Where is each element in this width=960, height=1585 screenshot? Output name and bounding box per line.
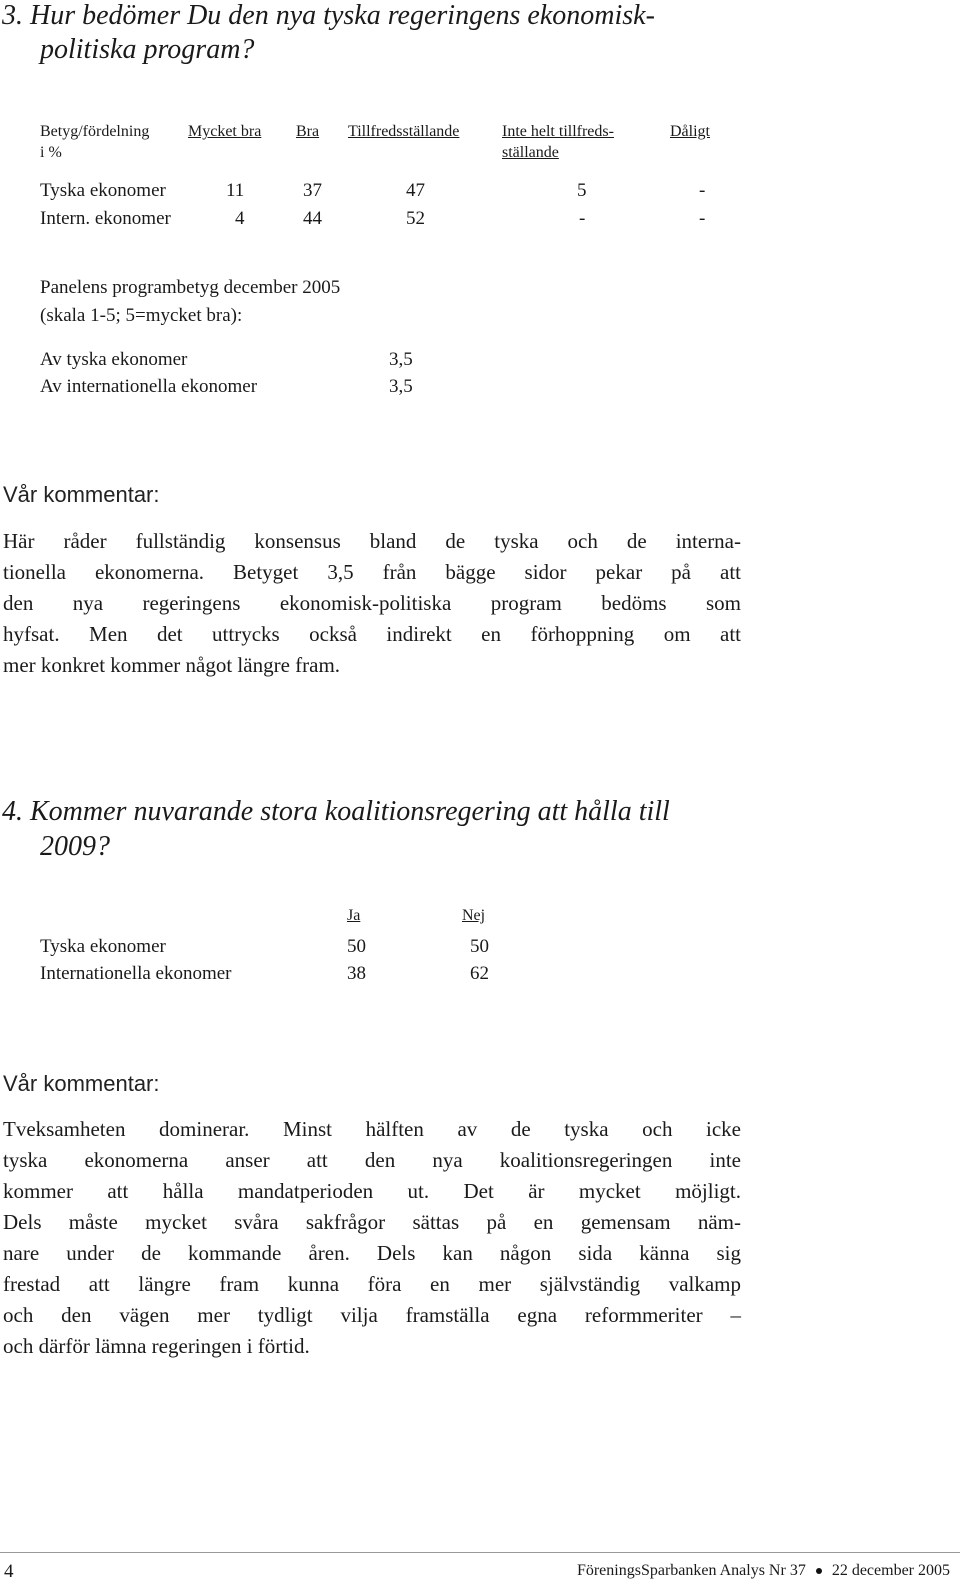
q4-title-line2: 2009?: [40, 831, 110, 862]
q3-cell: -: [699, 180, 706, 201]
comment-line: och därför lämna regeringen i förtid.: [3, 1334, 310, 1358]
q4-comment-paragraph: [3, 1114, 741, 1362]
panel-row-label: Av tyska ekonomer: [40, 349, 188, 370]
comment-line: och den vägen mer tydligt vilja framställa egna reformmeriter –: [3, 1303, 741, 1327]
q3-col-inte-helt-line2: ställande: [502, 144, 559, 161]
q4-cell: 50: [347, 936, 366, 957]
q3-title-line2: politiska program?: [40, 34, 255, 65]
panel-row-value: 3,5: [389, 376, 413, 397]
q3-header-label-line2: i %: [40, 144, 62, 161]
q3-col-bra: Bra: [296, 123, 320, 140]
q3-col-daligt: Dåligt: [670, 123, 710, 140]
comment-line: den nya regeringens ekonomisk-politiska program bedöms som: [3, 591, 741, 615]
q3-cell: 44: [303, 208, 322, 229]
q3-col-tillfredsstallande: Tillfredsställande: [348, 123, 460, 140]
q3-header-label-line1: Betyg/fördelning: [40, 123, 150, 140]
q4-col-nej: Nej: [462, 907, 486, 924]
publication-date: 22 december 2005: [831, 1562, 950, 1579]
q3-col-mycket-bra: Mycket bra: [188, 123, 262, 140]
q3-cell: 47: [406, 180, 425, 201]
q4-cell: 50: [470, 936, 489, 957]
q3-row-label: Intern. ekonomer: [40, 208, 171, 229]
q3-cell: -: [579, 208, 586, 229]
q3-cell: 11: [226, 180, 245, 201]
comment-line: Här råder fullständig konsensus bland de tyska och de interna-: [3, 529, 741, 553]
comment-line: Tveksamheten dominerar. Minst hälften av de tyska och icke: [3, 1117, 741, 1141]
q3-col-inte-helt-line1: Inte helt tillfreds-: [502, 123, 614, 140]
panel-row-label: Av internationella ekonomer: [40, 376, 258, 397]
bullet-icon: [816, 1568, 822, 1574]
comment-line: hyfsat. Men det uttrycks också indirekt en förhoppning om att: [3, 622, 741, 646]
q3-cell: -: [699, 208, 706, 229]
footer-rule: [0, 1552, 960, 1553]
page-number: 4: [4, 1561, 14, 1582]
q3-comment-heading: Vår kommentar:: [3, 482, 160, 507]
footer-info: [577, 1562, 950, 1580]
comment-line: Dels måste mycket svåra sakfrågor sättas på en gemensam näm-: [3, 1210, 741, 1234]
comment-line: tionella ekonomerna. Betyget 3,5 från bägge sidor pekar på att: [3, 560, 741, 584]
q4-cell: 62: [470, 963, 489, 984]
q3-row-label: Tyska ekonomer: [40, 180, 166, 201]
comment-line: frestad att längre fram kunna föra en mer självständig valkamp: [3, 1272, 741, 1296]
panel-row-value: 3,5: [389, 349, 413, 370]
panel-subtitle: (skala 1-5; 5=mycket bra):: [40, 305, 243, 326]
q4-row-label: Internationella ekonomer: [40, 963, 232, 984]
publication-name: FöreningsSparbanken Analys Nr 37: [576, 1562, 806, 1579]
comment-line: nare under de kommande åren. Dels kan någon sida känna sig: [3, 1241, 741, 1265]
comment-line: kommer att hålla mandatperioden ut. Det är mycket möjligt.: [3, 1179, 741, 1203]
q3-cell: 52: [406, 208, 425, 229]
q4-col-ja: Ja: [347, 907, 361, 924]
comment-line: tyska ekonomerna anser att den nya koalitionsregeringen inte: [3, 1148, 741, 1172]
q3-cell: 37: [303, 180, 322, 201]
q4-title-line1: 4. Kommer nuvarande stora koalitionsregering att hålla till: [2, 796, 670, 827]
q3-cell: 5: [577, 180, 587, 201]
q3-comment-paragraph: [3, 526, 741, 681]
q3-cell: 4: [235, 208, 245, 229]
q4-comment-heading: Vår kommentar:: [3, 1071, 160, 1096]
q4-cell: 38: [347, 963, 366, 984]
q3-title-line1: 3. Hur bedömer Du den nya tyska regeringens ekonomisk-: [2, 0, 655, 31]
comment-line: mer konkret kommer något längre fram.: [3, 653, 341, 677]
q4-row-label: Tyska ekonomer: [40, 936, 166, 957]
panel-title: Panelens programbetyg december 2005: [40, 277, 341, 298]
